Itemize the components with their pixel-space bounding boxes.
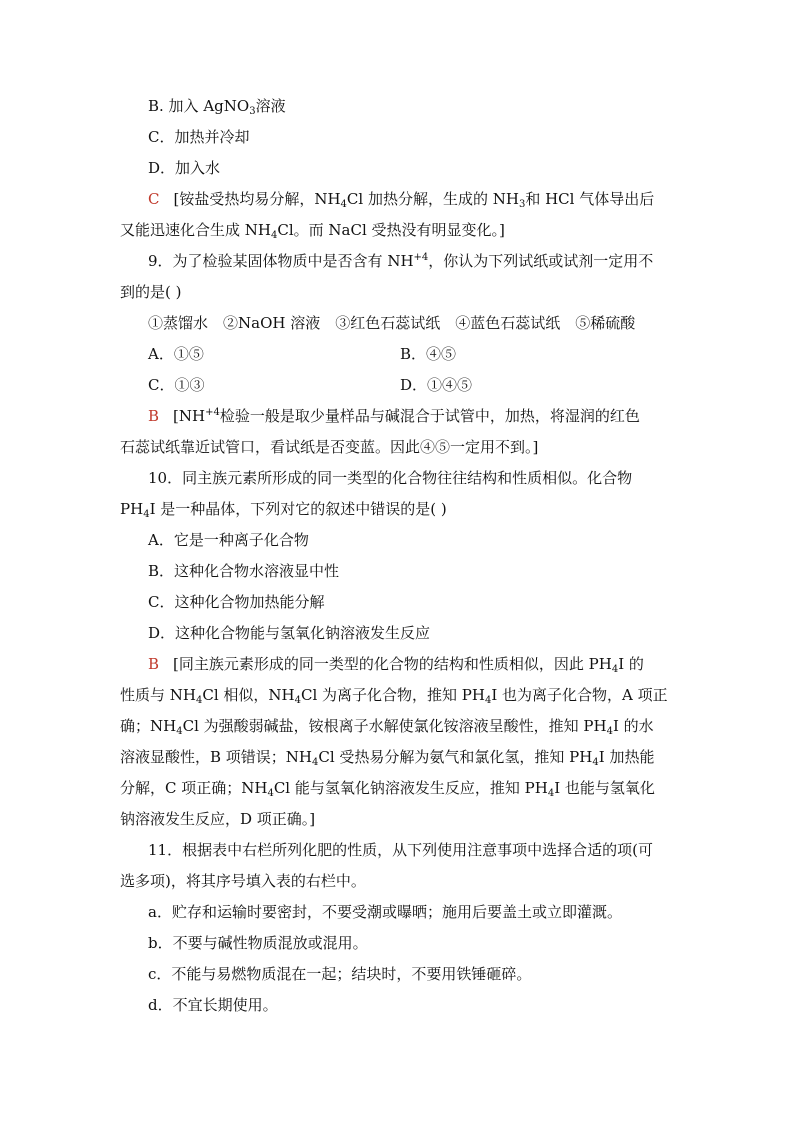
q9-choices: ①蒸馏水 ②NaOH 溶液 ③红色石蕊试纸 ④蓝色石蕊试纸 ⑤稀硫酸 (148, 314, 636, 332)
q8-option-b: B. 加入 AgNO$_3$溶液 (148, 97, 286, 117)
q10-option-b: B．这种化合物水溶液显中性 (148, 562, 340, 580)
q10-explanation-line2: 性质与 $NH_4Cl$ 相似，$NH_4Cl$ 为离子化合物，推知 $PH_4I$ 也为离子化合物，A 项正 (120, 686, 668, 706)
q9-explanation-line2: 石蕊试纸靠近试管口，看试纸是否变蓝。因此④⑤一定用不到。] (120, 438, 539, 456)
q8-option-d: D．加入水 (148, 159, 221, 177)
q8-answer: C (148, 190, 160, 208)
q11-item-c: c．不能与易燃物质混在一起；结块时，不要用铁锤砸碎。 (148, 965, 532, 983)
q9-explanation-line1: B [$NH^{+4}$检验一般是取少量样品与碱混合于试管中，加热，将湿润的红色 (148, 407, 640, 425)
q10-explanation-line5: 分解，C 项正确；$NH_4Cl$ 能与氢氧化钠溶液发生反应，推知 $PH_4I$ 也能与氢氧化 (120, 779, 655, 799)
q10-answer: B (148, 655, 160, 673)
q9-option-a: A．①⑤ (148, 345, 204, 363)
q9-option-b: B．④⑤ (400, 345, 457, 363)
q10-option-c: C．这种化合物加热能分解 (148, 593, 325, 611)
q9-stem-line1: 9．为了检验某固体物质中是否含有 $NH^{+4}$，你认为下列试纸或试剂一定用不 (148, 252, 654, 270)
q9-option-d: D．①④⑤ (400, 376, 473, 394)
q10-explanation-line1: B [同主族元素形成的同一类型的化合物的结构和性质相似，因此 $PH_4I$ 的 (148, 655, 644, 675)
q10-explanation-line6: 钠溶液发生反应，D 项正确。] (120, 810, 316, 828)
q11-stem-line1: 11．根据表中右栏所列化肥的性质，从下列使用注意事项中选择合适的项(可 (148, 841, 653, 859)
q10-stem-line1: 10．同主族元素所形成的同一类型的化合物往往结构和性质相似。化合物 (148, 469, 633, 487)
q9-answer: B (148, 407, 160, 425)
q10-explanation-line3: 确；$NH_4Cl$ 为强酸弱碱盐，铵根离子水解使氯化铵溶液呈酸性，推知 $PH_4I$ 的水 (120, 717, 654, 737)
q9-option-c: C．①③ (148, 376, 205, 394)
q8-explanation-line1: C [铵盐受热均易分解，$NH_4Cl$ 加热分解，生成的 $NH_3$和 HCl 气体导出后 (148, 190, 655, 210)
q8-option-c: C．加热并冷却 (148, 128, 250, 146)
q10-explanation-line4: 溶液显酸性，B 项错误；$NH_4Cl$ 受热易分解为氨气和氯化氢，推知 $PH_4I$ 加热能 (120, 748, 655, 768)
q11-item-b: b．不要与碱性物质混放或混用。 (148, 934, 368, 952)
q11-stem-line2: 选多项)，将其序号填入表的右栏中。 (120, 872, 366, 890)
q10-stem-line2: $PH_4I$ 是一种晶体，下列对它的叙述中错误的是( ) (120, 500, 447, 520)
q11-item-d: d．不宜长期使用。 (148, 996, 278, 1014)
q10-option-d: D．这种化合物能与氢氧化钠溶液发生反应 (148, 624, 431, 642)
q11-item-a: a．贮存和运输时要密封，不要受潮或曝晒；施用后要盖土或立即灌溉。 (148, 903, 622, 921)
q8-explanation-line2: 又能迅速化合生成 $NH_4Cl$。而 NaCl 受热没有明显变化。] (120, 221, 505, 241)
q9-stem-line2: 到的是( ) (120, 283, 182, 301)
q10-option-a: A．它是一种离子化合物 (148, 531, 309, 549)
